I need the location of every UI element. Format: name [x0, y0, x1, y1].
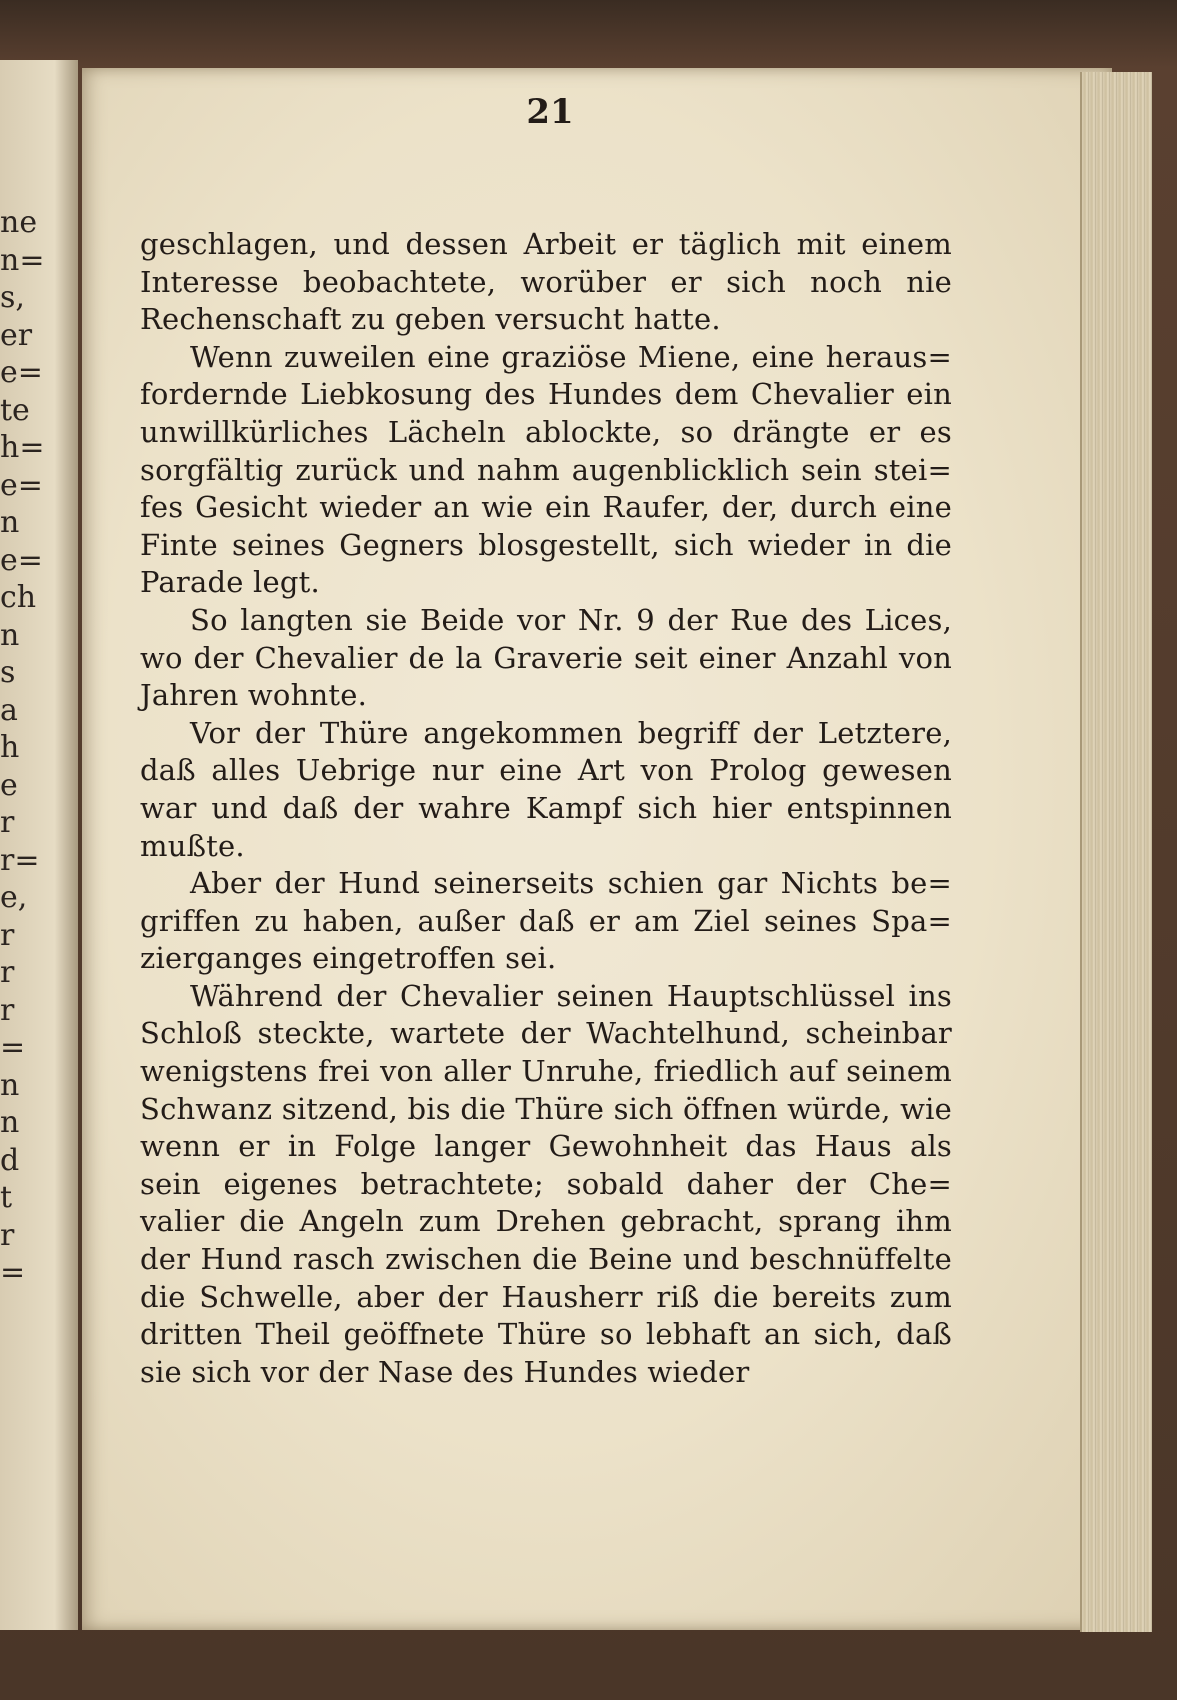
left-page-fragment: e=	[0, 355, 43, 390]
left-page-fragment: s	[0, 655, 16, 690]
paragraph: So langten sie Beide vor Nr. 9 der Rue des Lices, wo der Chevalier de la Graverie seit einer Anzahl von Jahren wohnte.	[140, 602, 952, 713]
paragraph: Vor der Thüre angekommen begriff der Letztere, daß alles Uebrige nur eine Art von Prolog gewesen war und daß der wahre Kampf sich hier entspinnen mußte.	[140, 715, 952, 863]
left-page-fragment: h=	[0, 430, 45, 465]
left-page-fragment: r	[0, 805, 15, 840]
left-page-fragment: h	[0, 730, 20, 765]
paragraph: Während der Chevalier seinen Hauptschlüssel ins Schloß steckte, wartete der Wachtelhund, scheinbar wenigstens frei von aller Unruhe, friedlich auf seinem Schwanz sitzend, bis die Thüre sich öffnen würde, wie wenn er in Folge langer Gewohnheit das Haus als sein eigenes betrachtete; sobald daher der Che= valier die Angeln zum Drehen gebracht, sprang ihm der Hund rasch zwischen die Beine und beschnüffelte die Schwelle, aber der Hausherr riß die bereits zum dritten Theil geöffnete Thüre so lebhaft an sich, daß sie sich vor der Nase des Hundes wieder	[140, 978, 952, 1389]
paragraph: geschlagen, und dessen Arbeit er täglich mit einem Interesse beobachtete, worüber er sich noch nie Rechenschaft zu geben versucht hatte.	[140, 227, 952, 337]
left-page-fragment: e,	[0, 880, 28, 915]
left-page-fragment: s,	[0, 280, 25, 315]
left-page-fragment: r	[0, 1217, 15, 1253]
left-page-fragment: n	[0, 1105, 20, 1140]
left-page-fragment: ne	[0, 205, 38, 240]
left-page-fragment: =	[0, 1030, 26, 1065]
left-page-fragment: a	[0, 692, 18, 728]
body-text	[140, 226, 952, 1391]
left-page-fragment: n	[0, 617, 20, 653]
left-page-fragment: ch	[0, 580, 37, 615]
left-page-fragment: n	[0, 1067, 20, 1103]
facing-left-page	[0, 60, 78, 1630]
left-page-fragment: d	[0, 1142, 20, 1178]
left-page-fragment: e	[0, 767, 18, 803]
left-page-fragment: n=	[0, 242, 45, 278]
page-edges	[1080, 72, 1152, 1632]
left-page-fragment: r=	[0, 842, 40, 878]
left-page-fragment: te	[0, 392, 30, 428]
left-page-fragment: n	[0, 505, 20, 540]
left-page-fragment: er	[0, 317, 33, 353]
left-page-fragment: r	[0, 992, 15, 1028]
page-number: 21	[526, 92, 574, 132]
left-page-fragment: e=	[0, 467, 43, 503]
left-page-fragment: =	[0, 1255, 26, 1290]
left-page-fragment: t	[0, 1180, 13, 1215]
left-page-fragment: r	[0, 955, 15, 990]
paragraph: Wenn zuweilen eine graziöse Miene, eine heraus= fordernde Liebkosung des Hundes dem Chevalier ein unwillkürliches Lächeln ablockte, so drängte er es sorgfältig zurück und nahm augenblicklich sein stei= fes Gesicht wieder an wie ein Raufer, der, durch eine Finte seines Gegners blosgestellt, sich wieder in die Parade legt.	[140, 339, 952, 600]
left-page-fragment: r	[0, 917, 15, 953]
paragraph: Aber der Hund seinerseits schien gar Nichts be= griffen zu haben, außer daß er am Ziel seines Spa= zierganges eingetroffen sei.	[140, 866, 952, 976]
left-page-fragment: e=	[0, 542, 43, 578]
